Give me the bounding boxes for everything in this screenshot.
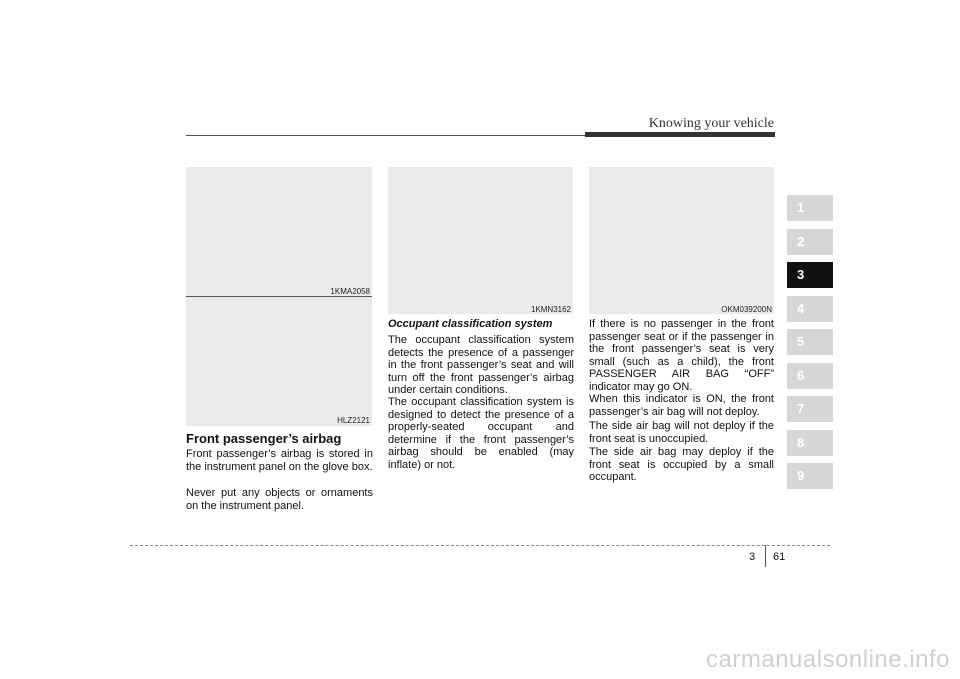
col2-paragraph-2: The occupant classification system is designed to detect the presence of a properly-seated occupant and determine if the front passenger’s airbag should be enabled (may inflate) or not. (388, 396, 574, 471)
chapter-tab-9[interactable]: 9 (787, 463, 833, 489)
watermark-text: carmanualsonline.info (706, 646, 950, 673)
footer-page-number: 61 (773, 551, 786, 563)
airbag-image-top (186, 167, 372, 296)
chapter-tab-5[interactable]: 5 (787, 329, 833, 355)
occupant-system-image (388, 167, 573, 314)
col3-paragraph-4: The side air bag may deploy if the front seat is occupied by a small occupant. (589, 446, 774, 483)
airbag-image-bottom (186, 297, 372, 426)
footer-chapter-number: 3 (749, 551, 756, 563)
header-rule (186, 135, 586, 136)
col3-paragraph-2: When this indicator is ON, the front passenger’s air bag will not deploy. (589, 393, 774, 418)
image-code-bottom-left: HLZ2121 (337, 416, 370, 425)
col1-paragraph-1: Front passenger’s airbag is stored in the instrument panel on the glove box. (186, 448, 373, 473)
occupant-classification-heading: Occupant classification system (388, 318, 553, 330)
image-code-right: OKM039200N (721, 305, 772, 314)
chapter-tab-3[interactable]: 3 (787, 262, 833, 288)
col2-paragraph-1: The occupant classification system detects the presence of a passenger in the front passenger’s seat and will turn off the front passenger’s airbag under certain conditions. (388, 334, 574, 396)
indicator-image (589, 167, 774, 314)
image-code-middle: 1KMN3162 (530, 305, 571, 314)
col3-paragraph-3: The side air bag will not deploy if the front seat is unoccupied. (589, 420, 774, 445)
chapter-tab-2[interactable]: 2 (787, 229, 833, 255)
chapter-tab-7[interactable]: 7 (787, 396, 833, 422)
chapter-tab-4[interactable]: 4 (787, 296, 833, 322)
section-title: Knowing your vehicle (648, 116, 774, 131)
col3-paragraph-1: If there is no passenger in the front passenger seat or if the passenger in the front passenger’s seat is very small (such as a child), the front PASSENGER AIR BAG “OFF” indicator may go ON. (589, 318, 774, 393)
col1-paragraph-2: Never put any objects or ornaments on the instrument panel. (186, 487, 373, 512)
footer-rule (130, 545, 830, 546)
header-rule-accent (585, 132, 775, 137)
chapter-tab-6[interactable]: 6 (787, 363, 833, 389)
front-passenger-airbag-heading: Front passenger’s airbag (186, 431, 342, 446)
image-code-top-left: 1KMA2058 (330, 287, 370, 296)
chapter-tab-8[interactable]: 8 (787, 430, 833, 456)
chapter-tab-1[interactable]: 1 (787, 195, 833, 221)
footer-separator (765, 545, 766, 567)
